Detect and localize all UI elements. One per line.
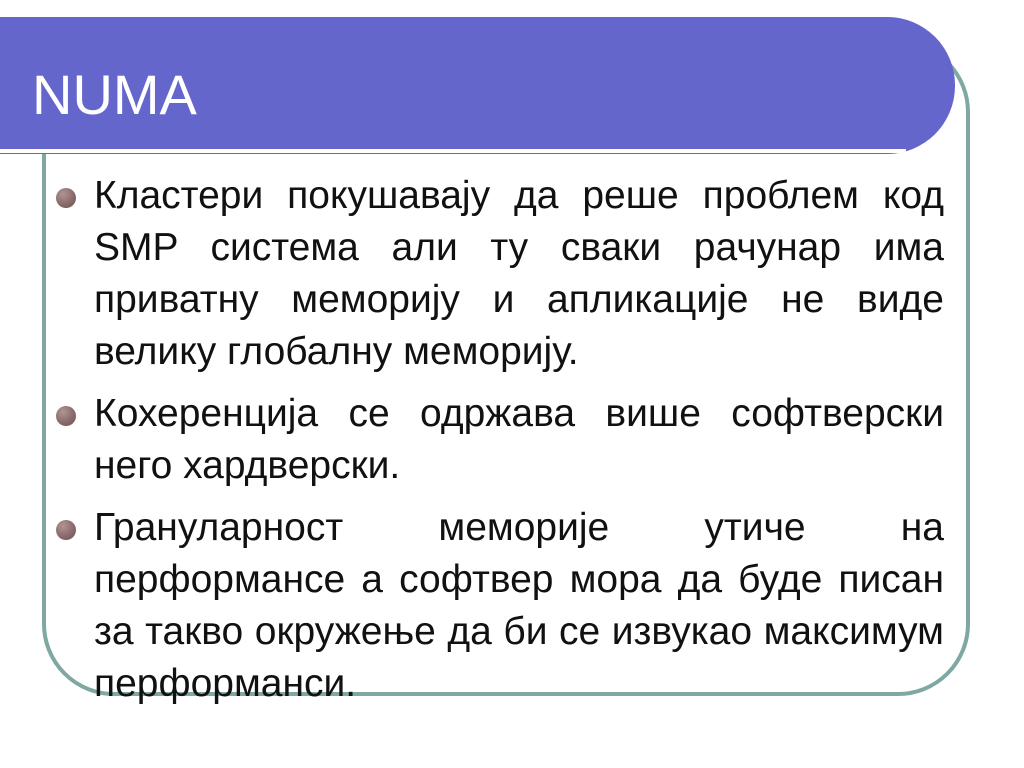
list-item bbox=[56, 502, 944, 710]
bullet-icon bbox=[56, 188, 76, 208]
title-band bbox=[0, 17, 955, 154]
list-item bbox=[56, 388, 944, 492]
bullet-icon bbox=[56, 520, 76, 540]
slide-title: NUMA bbox=[32, 63, 197, 126]
bullet-text: Грануларност меморије утиче на перформансе а софтвер мора да буде писан за такво окружење да би се извукао максимум перформанси. bbox=[94, 506, 944, 705]
bullet-list bbox=[56, 170, 944, 720]
bullet-text: Кохеренција се одржава више софтверски него хардверски. bbox=[94, 392, 944, 487]
bullet-text: Кластери покушавају да реше проблем код SMP система али ту сваки рачунар има приватну меморију и апликације не виде велику глобалну меморију. bbox=[94, 174, 944, 373]
list-item bbox=[56, 170, 944, 378]
bullet-icon bbox=[56, 406, 76, 426]
title-underline bbox=[0, 149, 906, 153]
